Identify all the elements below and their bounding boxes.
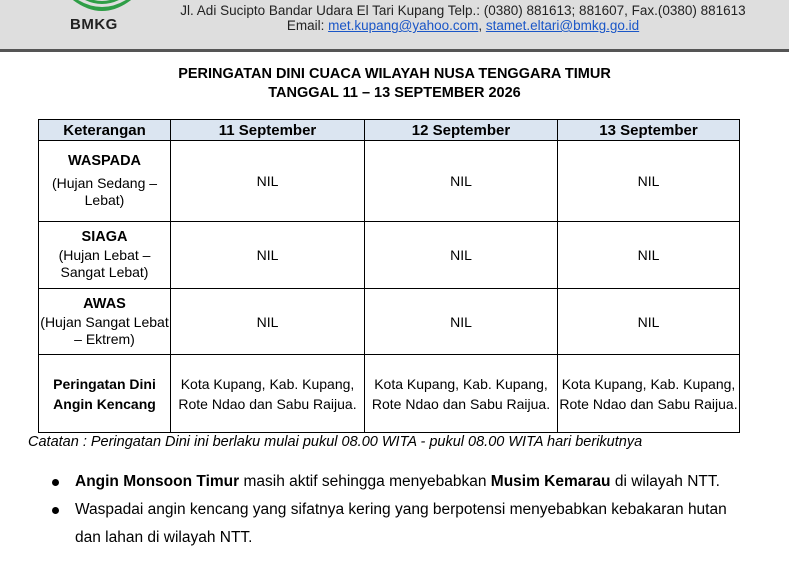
document-date: TANGGAL 11 – 13 SEPTEMBER 2026 [268,85,521,101]
table-row [39,289,740,355]
level-cell [39,289,171,355]
level-name: SIAGA [81,229,128,245]
email-line [163,18,763,33]
table-row [39,141,740,222]
letterhead [0,0,789,52]
table-header: Keterangan [39,120,171,141]
level-cell [39,141,171,222]
level-cell [39,222,171,289]
wind-cell: Kota Kupang, Kab. Kupang, Rote Ndao dan Sabu Raijua. [558,355,740,433]
table-cell: NIL [558,141,740,222]
bullet-icon [52,479,59,486]
level-name: AWAS [83,295,126,312]
email-link-2[interactable]: stamet.eltari@bmkg.go.id [485,18,640,33]
level-desc: (Hujan Sangat Lebat – Ektrem) [40,313,169,347]
table-cell: NIL [171,141,365,222]
wind-row [39,355,740,433]
bullet-bold: Angin Monsoon Timur [75,473,240,490]
wind-cell: Kota Kupang, Kab. Kupang, Rote Ndao dan Sabu Raijua. [365,355,558,433]
wind-cell: Kota Kupang, Kab. Kupang, Rote Ndao dan Sabu Raijua. [171,355,365,433]
table-cell: NIL [365,289,558,355]
table-cell: NIL [171,289,365,355]
bullet-text: Waspadai angin kencang yang sifatnya kering yang berpotensi menyebabkan kebakaran hutan [75,501,727,518]
email-label: Email: [286,18,329,33]
level-desc: (Hujan Sedang – Lebat) [51,175,158,208]
table-header-row [39,120,740,141]
table-header: 12 September [365,120,558,141]
table-cell: NIL [558,222,740,289]
bullet-text: di wilayah NTT. [610,473,720,490]
table-header: 11 September [171,120,365,141]
table-cell: NIL [558,289,740,355]
address-line: Jl. Adi Sucipto Bandar Udara El Tari Kupang Telp.: (0380) 881613; 881607, Fax.(0380) 881613 [180,3,746,18]
table-header: 13 September [558,120,740,141]
table-cell: NIL [365,222,558,289]
level-name: WASPADA [67,153,142,169]
bullet-icon [52,507,59,514]
bullet-text: masih aktif sehingga menyebabkan [239,473,491,490]
bullet-text: dan lahan di wilayah NTT. [75,529,253,546]
table-cell: NIL [171,222,365,289]
logo-text: BMKG [70,16,118,33]
email-separator: , [478,18,486,33]
bullet-item [50,468,760,496]
table-cell: NIL [365,141,558,222]
bullet-bold: Musim Kemarau [490,473,611,490]
table-row [39,222,740,289]
validity-note: Catatan : Peringatan Dini ini berlaku mulai pukul 08.00 WITA - pukul 08.00 WITA hari berikutnya [28,434,643,450]
bullet-item [50,496,760,552]
level-desc: (Hujan Lebat – Sangat Lebat) [58,247,151,280]
warning-table [38,119,740,433]
document-title: PERINGATAN DINI CUACA WILAYAH NUSA TENGGARA TIMUR [178,66,611,82]
bullet-list [50,468,760,552]
wind-label: Peringatan Dini Angin Kencang [39,355,171,433]
address-block [163,3,763,33]
email-link-1[interactable]: met.kupang@yahoo.com [328,18,479,33]
